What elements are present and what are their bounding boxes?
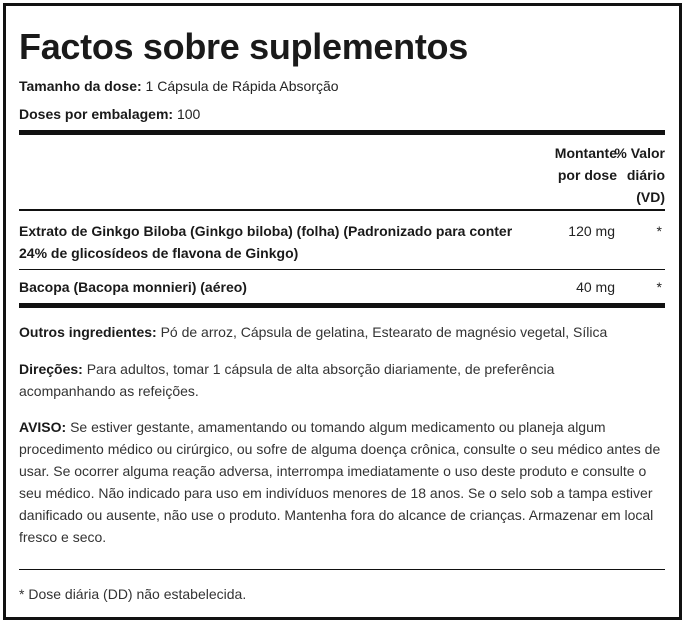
panel-title: Factos sobre suplementos [19,26,468,67]
ingredient-name-ginkgo: Extrato de Ginkgo Biloba (Ginkgo biloba) (folha) (Padronizado para conter 24% de glicosídeos de flavona de Ginkgo) [19,223,513,261]
header-divider [19,209,665,211]
servings-per-container-value: 100 [176,106,201,122]
dv-bacopa: * [656,279,662,295]
thick-divider-bottom [19,303,665,308]
other-ingredients-label: Outros ingredientes: [19,324,157,340]
dv-ginkgo: * [656,223,662,239]
serving-size-value: 1 Cápsula de Rápida Absorção [145,78,339,94]
amount-bacopa: 40 mg [576,279,615,295]
directions-text: Para adultos, tomar 1 cápsula de alta absorção diariamente, de preferência acompanhando as refeições. [19,361,555,399]
daily-value-header: % Valor diário (VD) [614,145,665,205]
servings-per-container-line [19,105,200,123]
supplement-facts-panel [3,3,682,620]
warning [19,416,665,548]
row-divider [19,269,665,270]
footnote-divider [19,569,665,570]
amount-per-serving-header: Montante por dose [554,145,617,183]
servings-per-container-label: Doses por embalagem: [19,106,174,122]
directions [19,358,609,402]
thick-divider [19,130,665,135]
warning-text: Se estiver gestante, amamentando ou tomando algum medicamento ou planeja algum procedimento médico ou cirúrgico, ou sofre de alguma doença crônica, consulte o seu médico antes de usar. Se ocorrer alguma reação adversa, interrompa imediatamente o uso deste produto e consulte o seu médico. Não indicado para uso em indivíduos menores de 18 anos. Se o selo sob a tampa estiver danificado ou ausente, não use o produto. Mantenha fora do alcance de crianças. Armazenar em local fresco e seco. [19,419,661,545]
footnote: * Dose diária (DD) não estabelecida. [19,586,247,602]
serving-size-label: Tamanho da dose: [19,78,142,94]
other-ingredients [19,321,665,343]
serving-size-line [19,77,339,95]
amount-ginkgo: 120 mg [568,223,615,239]
directions-label: Direções: [19,361,83,377]
other-ingredients-text: Pó de arroz, Cápsula de gelatina, Estearato de magnésio vegetal, Sílica [160,324,608,340]
ingredient-name-bacopa: Bacopa (Bacopa monnieri) (aéreo) [19,279,247,295]
warning-label: AVISO: [19,419,67,435]
